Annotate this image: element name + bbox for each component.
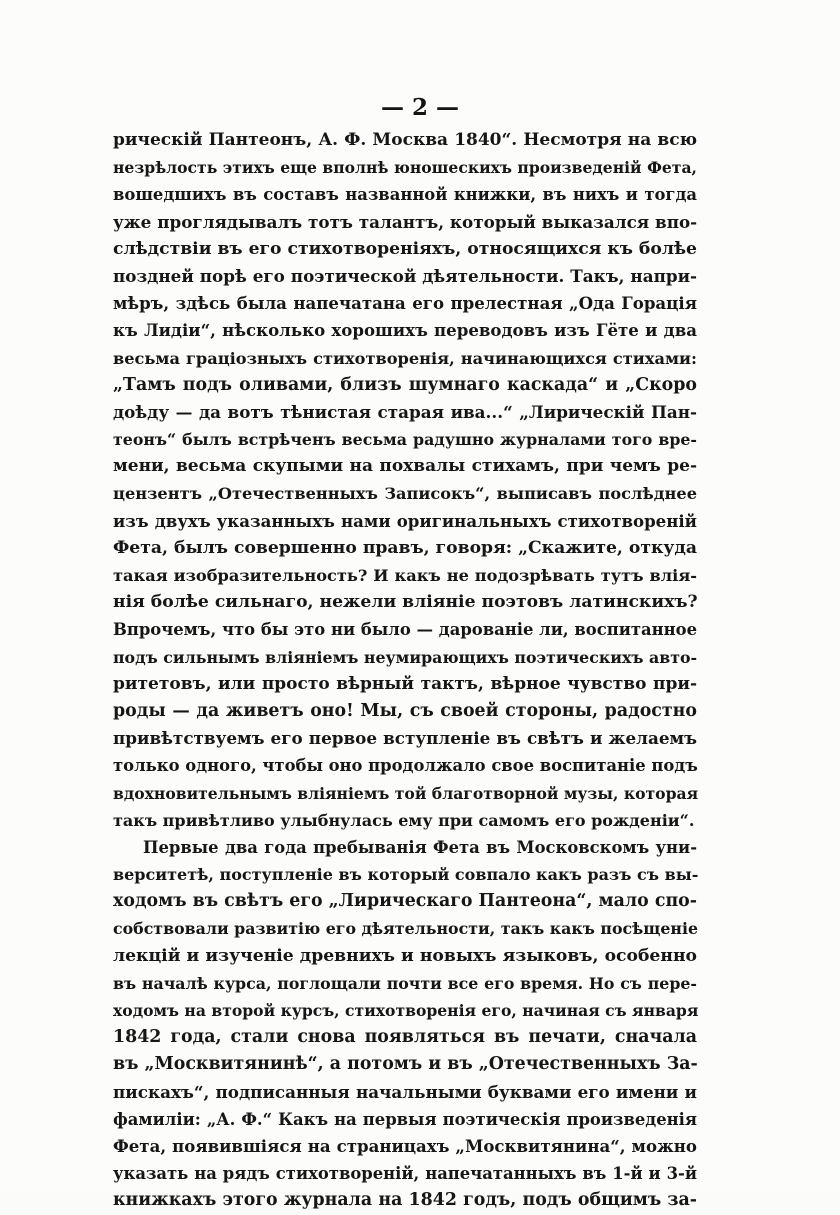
paragraph bbox=[113, 127, 697, 834]
text-line: мѣръ, здѣсь была напечатана его прелестная „Ода Горація bbox=[113, 293, 697, 314]
text-line: пискахъ“, подписанныя начальными буквами его имени и bbox=[113, 1081, 697, 1102]
text-line: уже проглядывалъ тотъ талантъ, который выказался впо- bbox=[113, 211, 698, 232]
text-line: верситетѣ, поступленіе въ который совпало какъ разъ съ вы- bbox=[113, 865, 699, 885]
body-text bbox=[113, 127, 697, 1215]
text-line: изъ двухъ указанныхъ нами оригинальныхъ стихотвореній bbox=[113, 510, 697, 531]
text-line: ходомъ въ свѣтъ его „Лирическаго Пантеона“, мало спо- bbox=[113, 891, 697, 912]
text-line: вошедшихъ въ составъ названной книжки, въ нихъ и тогда bbox=[113, 185, 697, 205]
text-line: къ Лидіи“, нѣсколько хорошихъ переводовъ изъ Гёте и два bbox=[113, 320, 697, 341]
text-line: указать на рядъ стихотвореній, напечатанныхъ въ 1-й и 3-й bbox=[113, 1164, 697, 1184]
text-line: привѣтствуемъ его первое вступленіе въ свѣтъ и желаемъ bbox=[113, 728, 697, 749]
text-line: весьма граціозныхъ стихотворенія, начинающихся стихами: bbox=[113, 348, 697, 368]
text-line: незрѣлость этихъ еще вполнѣ юношескихъ произведеній Фета, bbox=[113, 158, 697, 178]
page-number: — 2 — bbox=[380, 94, 460, 121]
text-line: Фета, появившіяся на страницахъ „Москвитянина“, можно bbox=[113, 1135, 697, 1156]
text-line: „Тамъ подъ оливами, близъ шумнаго каскада“ и „Скоро bbox=[113, 374, 697, 395]
text-line: фамиліи: „А. Ф.“ Какъ на первыя поэтическія произведенія bbox=[113, 1109, 697, 1129]
text-line: книжкахъ этого журнала на 1842 годъ, подъ общимъ за- bbox=[113, 1190, 697, 1211]
text-line: Фета, былъ совершенно правъ, говоря: „Скажите, откуда bbox=[113, 537, 697, 558]
text-line: роды — да живетъ оно! Мы, съ своей стороны, радостно bbox=[113, 700, 697, 721]
text-line: въ началѣ курса, поглощали почти все его время. Но съ пере- bbox=[113, 973, 697, 993]
text-line: нія болѣе сильнаго, нежели вліяніе поэтовъ латинскихъ? bbox=[113, 592, 698, 613]
text-line: Впрочемъ, что бы это ни было — дарованіе ли, воспитанное bbox=[113, 620, 697, 640]
text-line: теонъ“ былъ встрѣченъ весьма радушно журналами того вре- bbox=[113, 430, 697, 450]
text-line: слѣдствіи въ его стихотвореніяхъ, относящихся къ болѣе bbox=[113, 238, 697, 259]
text-line: доѣду — да вотъ тѣнистая старая ива...“ „Лирическій Пан- bbox=[113, 401, 697, 422]
text-line: рическій Пантеонъ, А. Ф. Москва 1840“. Несмотря на всю bbox=[113, 130, 697, 150]
text-line: Первые два года пребыванія Фета въ Московскомъ уни- bbox=[143, 837, 697, 857]
text-line: такая изобразительность? И какъ не подозрѣвать тутъ влія- bbox=[113, 566, 697, 585]
text-line: вдохновительнымъ вліяніемъ той благотворной музы, которая bbox=[113, 783, 699, 803]
text-line: лекцій и изученіе древнихъ и новыхъ языковъ, особенно bbox=[113, 945, 697, 966]
paragraph bbox=[113, 834, 697, 1215]
text-line: такъ привѣтливо улыбнулась ему при самомъ его рожденіи“. bbox=[113, 810, 695, 830]
text-line: 1842 года, стали снова появляться въ печати, сначала bbox=[113, 1027, 697, 1048]
text-line: только одного, чтобы оно продолжало свое воспитаніе подъ bbox=[113, 756, 698, 776]
text-line: въ „Москвитянинѣ“, а потомъ и въ „Отечественныхъ За- bbox=[113, 1054, 698, 1075]
text-line: поздней порѣ его поэтической дѣятельности. Такъ, напри- bbox=[113, 265, 697, 286]
text-line: цензентъ „Отечественныхъ Записокъ“, выписавъ послѣднее bbox=[113, 484, 697, 504]
text-line: мени, весьма скупыми на похвалы стихамъ, при чемъ ре- bbox=[113, 456, 697, 477]
text-line: ритетовъ, или просто вѣрный тактъ, вѣрное чувство при- bbox=[113, 673, 697, 694]
text-line: собствовали развитію его дѣятельности, такъ какъ посѣщеніе bbox=[113, 919, 699, 939]
text-line: подъ сильнымъ вліяніемъ неумирающихъ поэтическихъ авто- bbox=[113, 647, 698, 667]
text-line: ходомъ на второй курсъ, стихотворенія его, начиная съ января bbox=[113, 1001, 699, 1020]
